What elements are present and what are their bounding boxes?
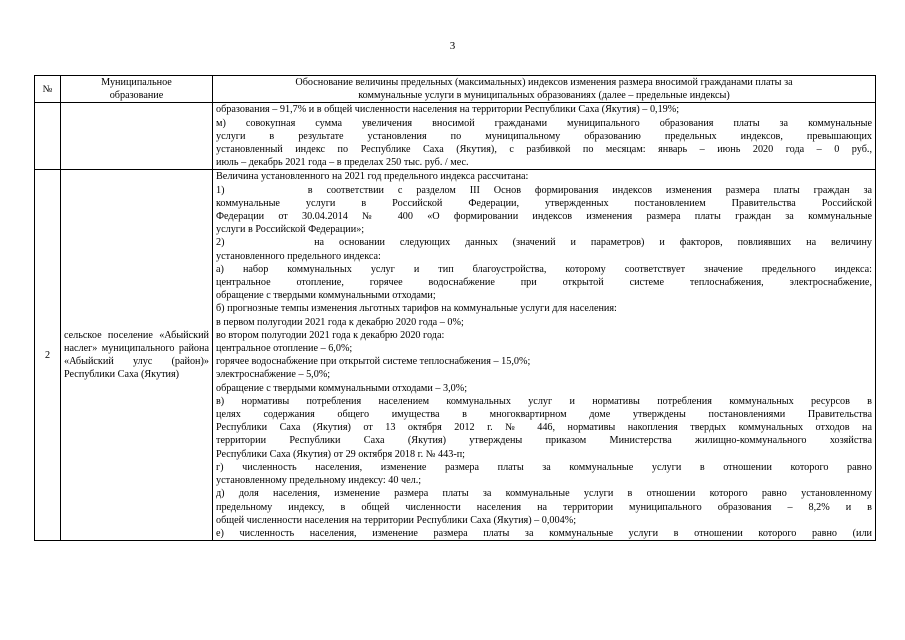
row-basis — [213, 103, 876, 170]
header-basis-line-1: Обоснование величины предельных (максимальных) индексов изменения размера вносимой гражданами платы за — [295, 77, 793, 88]
text-line: в) нормативы потребления населением коммунальных услуг и нормативы потребления коммунальных ресурсов в — [216, 395, 872, 407]
text-line: общей численности населения на территории Республики Саха (Якутия) – 0,004%; — [216, 514, 577, 526]
header-municipality-line-2: образование — [109, 90, 164, 102]
table-row — [35, 170, 876, 541]
header-basis — [213, 76, 876, 103]
row-municipality: сельское поселение «Абыйский наслег» муниципального района «Абыйский улус (район)» Республики Саха (Якутия) — [61, 170, 213, 541]
text-line: 2) на основании следующих данных (значений и параметров) и факторов, повлиявших на величину — [216, 237, 872, 249]
text-line: предельному индексу, в общей численности населения на территории муниципального образования – 8,2% и в — [216, 501, 872, 513]
text-line: а) набор коммунальных услуг и тип благоустройства, которому соответствует значение предельного индекса: — [216, 263, 872, 275]
text-line: июль – декабрь 2021 года – в пределах 250 тыс. руб. / мес. — [216, 157, 469, 169]
text-line: д) доля населения, изменение размера платы за коммунальные услуги в отношении которого равно установленному — [216, 488, 872, 500]
text-line: Величина установленного на 2021 год предельного индекса рассчитана: — [216, 171, 529, 183]
text-line: электроснабжение – 5,0%; — [216, 369, 331, 381]
text-line: обращение с твердыми коммунальными отходами – 3,0%; — [216, 382, 468, 394]
text-line: центральное отопление – 6,0%; — [216, 343, 353, 355]
row-municipality — [61, 103, 213, 170]
text-line: установленному предельному индексу: 40 чел.; — [216, 475, 422, 487]
text-line: целях содержания общего имущества в многоквартирном доме утверждены постановлениями Правительства — [216, 409, 872, 421]
text-line: установленного предельного индекса: — [216, 250, 381, 262]
text-line: горячее водоснабжение при открытой системе теплоснабжения – 15,0%; — [216, 356, 531, 368]
text-line: коммунальные услуги в Российской Федерации, утвержденных постановлением Правительства Российской — [216, 197, 872, 209]
table-header-row — [35, 76, 876, 103]
text-line: во втором полугодии 2021 года к декабрю 2020 года: — [216, 329, 445, 341]
text-line: б) прогнозные темпы изменения льготных тарифов на коммунальные услуги для населения: — [216, 303, 617, 315]
text-line: м) совокупная сумма увеличения вносимой гражданами муниципального образования платы за коммунальные — [216, 117, 872, 129]
row-basis — [213, 170, 876, 541]
text-line: Федерации от 30.04.2014 № 400 «О формировании индексов изменения размера платы граждан за коммунальные — [216, 211, 872, 223]
header-municipality-line-1: Муниципальное — [101, 77, 172, 88]
indices-table — [34, 75, 876, 541]
text-line: г) численность населения, изменение размера платы за коммунальные услуги в отношении которого равно — [216, 461, 872, 473]
text-line: Республики Саха (Якутия) от 13 октября 2012 г. № 446, нормативы накопления твердых коммунальных отходов на — [216, 422, 872, 434]
text-line: образования – 91,7% и в общей численности населения на территории Республики Саха (Якутия) – 0,19%; — [216, 104, 680, 116]
header-number: № — [35, 76, 61, 103]
text-line: Республики Саха (Якутия) от 29 октября 2018 г. № 443-п; — [216, 448, 465, 460]
text-line: в первом полугодии 2021 года к декабрю 2020 года – 0%; — [216, 316, 464, 328]
text-line: услуги в Российской Федерации»; — [216, 224, 365, 236]
text-line: центральное отопление, горячее водоснабжение при открытой системе теплоснабжения, электроснабжение, — [216, 277, 872, 289]
text-line: обращение с твердыми коммунальными отходами; — [216, 290, 436, 302]
header-municipality — [61, 76, 213, 103]
text-line: 1) в соответствии с разделом III Основ формирования индексов изменения размера платы граждан за — [216, 184, 872, 196]
text-line: услуги в результате установления по муниципальному образованию предельных индексов, превышающих — [216, 130, 872, 142]
header-basis-line-2: коммунальные услуги в муниципальных образованиях (далее – предельные индексы) — [358, 90, 730, 102]
text-line: установленный индекс по Республике Саха (Якутия), с разбивкой по месяцам: январь – июнь 2020 года – 0 руб., — [216, 144, 872, 156]
page-number: 3 — [449, 40, 456, 52]
text-line: е) численность населения, изменение размера платы за коммунальные услуги в отношении которого равно (или — [216, 527, 872, 539]
row-number: 2 — [35, 170, 61, 541]
table-row — [35, 103, 876, 170]
text-line: территории Республики Саха (Якутия) утверждены приказом Министерства жилищно-коммунального хозяйства — [216, 435, 872, 447]
row-number — [35, 103, 61, 170]
